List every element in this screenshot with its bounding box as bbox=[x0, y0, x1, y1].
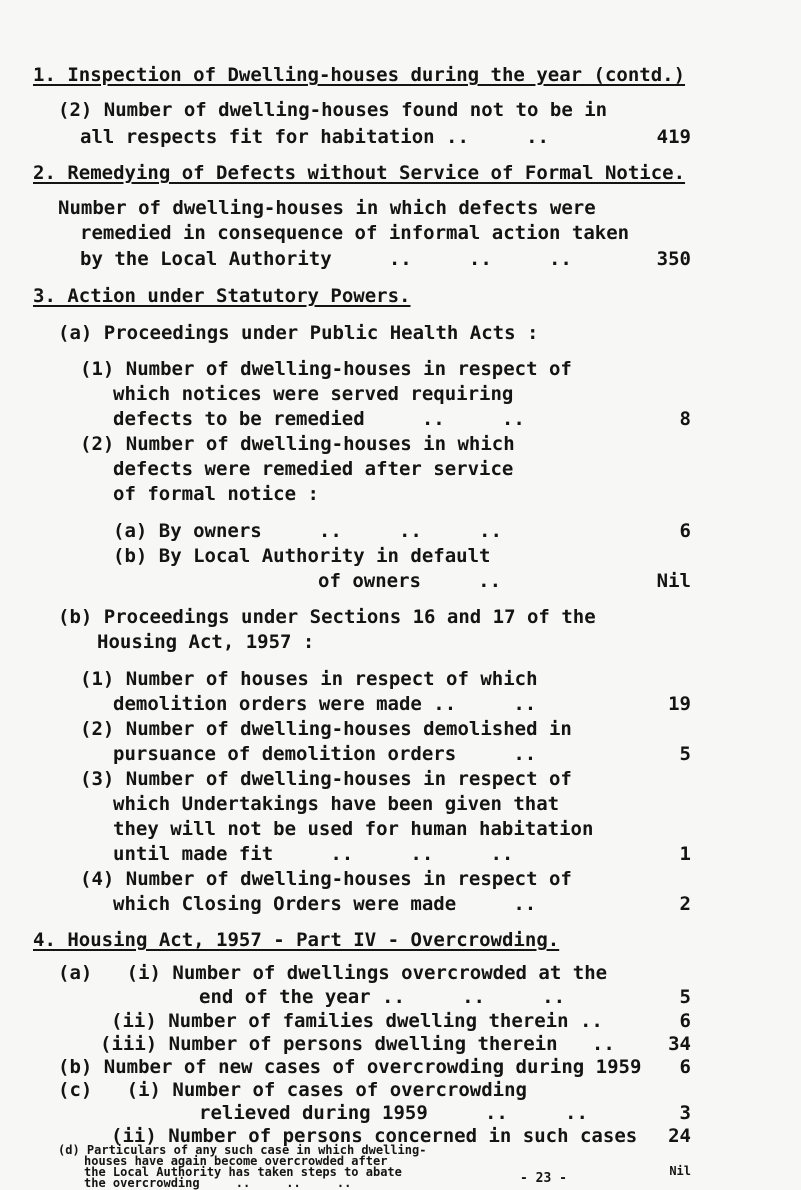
s2-line: by the Local Authority .. .. .. bbox=[80, 248, 572, 270]
section-1-heading: 1. Inspection of Dwelling-houses during the year (contd.) bbox=[33, 64, 686, 86]
s3b3-value: 1 bbox=[679, 843, 691, 865]
s3a2a-value: 6 bbox=[679, 520, 691, 542]
s3b3-line: until made fit .. .. .. bbox=[113, 843, 514, 865]
s4d-line: houses have again become overcrowded after bbox=[84, 1154, 388, 1168]
s3a1-line: which notices were served requiring bbox=[113, 383, 514, 405]
s4c-ii-value: 24 bbox=[668, 1125, 691, 1147]
s3a-title: (a) Proceedings under Public Health Acts : bbox=[58, 322, 539, 344]
s3b1-line: (1) Number of houses in respect of which bbox=[80, 668, 538, 690]
s4c-i-value: 3 bbox=[679, 1102, 691, 1124]
s3a2b-value: Nil bbox=[656, 570, 691, 592]
s4d-line: the Local Authority has taken steps to abate bbox=[84, 1165, 402, 1179]
s4c-ii-line: (ii) Number of persons concerned in such cases bbox=[111, 1125, 638, 1147]
s4a-iii-line: (iii) Number of persons dwelling therein .. bbox=[100, 1033, 615, 1055]
section-3-heading: 3. Action under Statutory Powers. bbox=[33, 285, 411, 307]
s3a2-line: of formal notice : bbox=[113, 483, 319, 505]
s3b1-line: demolition orders were made .. .. bbox=[113, 693, 537, 715]
s4d-value: Nil bbox=[669, 1164, 691, 1178]
s3a2a-line: (a) By owners .. .. .. bbox=[113, 520, 502, 542]
s4a-line: end of the year .. .. .. bbox=[199, 986, 566, 1008]
s4a-ii-value: 6 bbox=[679, 1010, 691, 1032]
section-4-heading: 4. Housing Act, 1957 - Part IV - Overcrowding. bbox=[33, 929, 560, 951]
section-2-heading: 2. Remedying of Defects without Service of Formal Notice. bbox=[33, 162, 686, 184]
s3b2-line: pursuance of demolition orders .. bbox=[113, 743, 537, 765]
s4b-line: (b) Number of new cases of overcrowding during 1959 bbox=[58, 1056, 642, 1078]
s3b2-line: (2) Number of dwelling-houses demolished in bbox=[80, 718, 572, 740]
s3b2-value: 5 bbox=[679, 743, 691, 765]
s3a2-line: (2) Number of dwelling-houses in which bbox=[80, 433, 515, 455]
s3b-title: Housing Act, 1957 : bbox=[97, 631, 315, 653]
s3a1-line: (1) Number of dwelling-houses in respect of bbox=[80, 358, 572, 380]
s4a-line: (a) (i) Number of dwellings overcrowded at the bbox=[58, 962, 608, 984]
s3b4-value: 2 bbox=[679, 893, 691, 915]
s4b-value: 6 bbox=[679, 1056, 691, 1078]
s3b1-value: 19 bbox=[668, 693, 691, 715]
s3b3-line: they will not be used for human habitation bbox=[113, 818, 594, 840]
s2-line: Number of dwelling-houses in which defects were bbox=[58, 197, 596, 219]
s4a-i-value: 5 bbox=[679, 986, 691, 1008]
s3b4-line: which Closing Orders were made .. bbox=[113, 893, 537, 915]
s4d-line: the overcrowding .. .. .. bbox=[84, 1176, 352, 1190]
s3b3-line: (3) Number of dwelling-houses in respect of bbox=[80, 768, 572, 790]
s4a-ii-line: (ii) Number of families dwelling therein .. bbox=[111, 1010, 603, 1032]
s3b3-line: which Undertakings have been given that bbox=[113, 793, 560, 815]
s2-value: 350 bbox=[656, 248, 691, 270]
s1-value: 419 bbox=[656, 126, 691, 148]
s3b-title: (b) Proceedings under Sections 16 and 17 of the bbox=[58, 606, 596, 628]
s3a2b-line: of owners .. bbox=[318, 570, 502, 592]
s3b4-line: (4) Number of dwelling-houses in respect of bbox=[80, 868, 572, 890]
s3a1-line: defects to be remedied .. .. bbox=[113, 408, 525, 430]
page-number: - 23 - bbox=[520, 1171, 567, 1186]
s4a-iii-value: 34 bbox=[668, 1033, 691, 1055]
s3a2b-line: (b) By Local Authority in default bbox=[113, 545, 491, 567]
s2-line: remedied in consequence of informal action taken bbox=[80, 222, 630, 244]
s3a2-line: defects were remedied after service bbox=[113, 458, 514, 480]
s1-line: all respects fit for habitation .. .. bbox=[80, 126, 549, 148]
s4c-line: relieved during 1959 .. .. bbox=[199, 1102, 588, 1124]
s3a1-value: 8 bbox=[679, 408, 691, 430]
s4d-block bbox=[58, 1145, 426, 1189]
s1-line: (2) Number of dwelling-houses found not to be in bbox=[58, 99, 608, 121]
s4c-line: (c) (i) Number of cases of overcrowding bbox=[58, 1079, 527, 1101]
s4d-line: (d) Particulars of any such case in which dwelling- bbox=[58, 1143, 427, 1157]
